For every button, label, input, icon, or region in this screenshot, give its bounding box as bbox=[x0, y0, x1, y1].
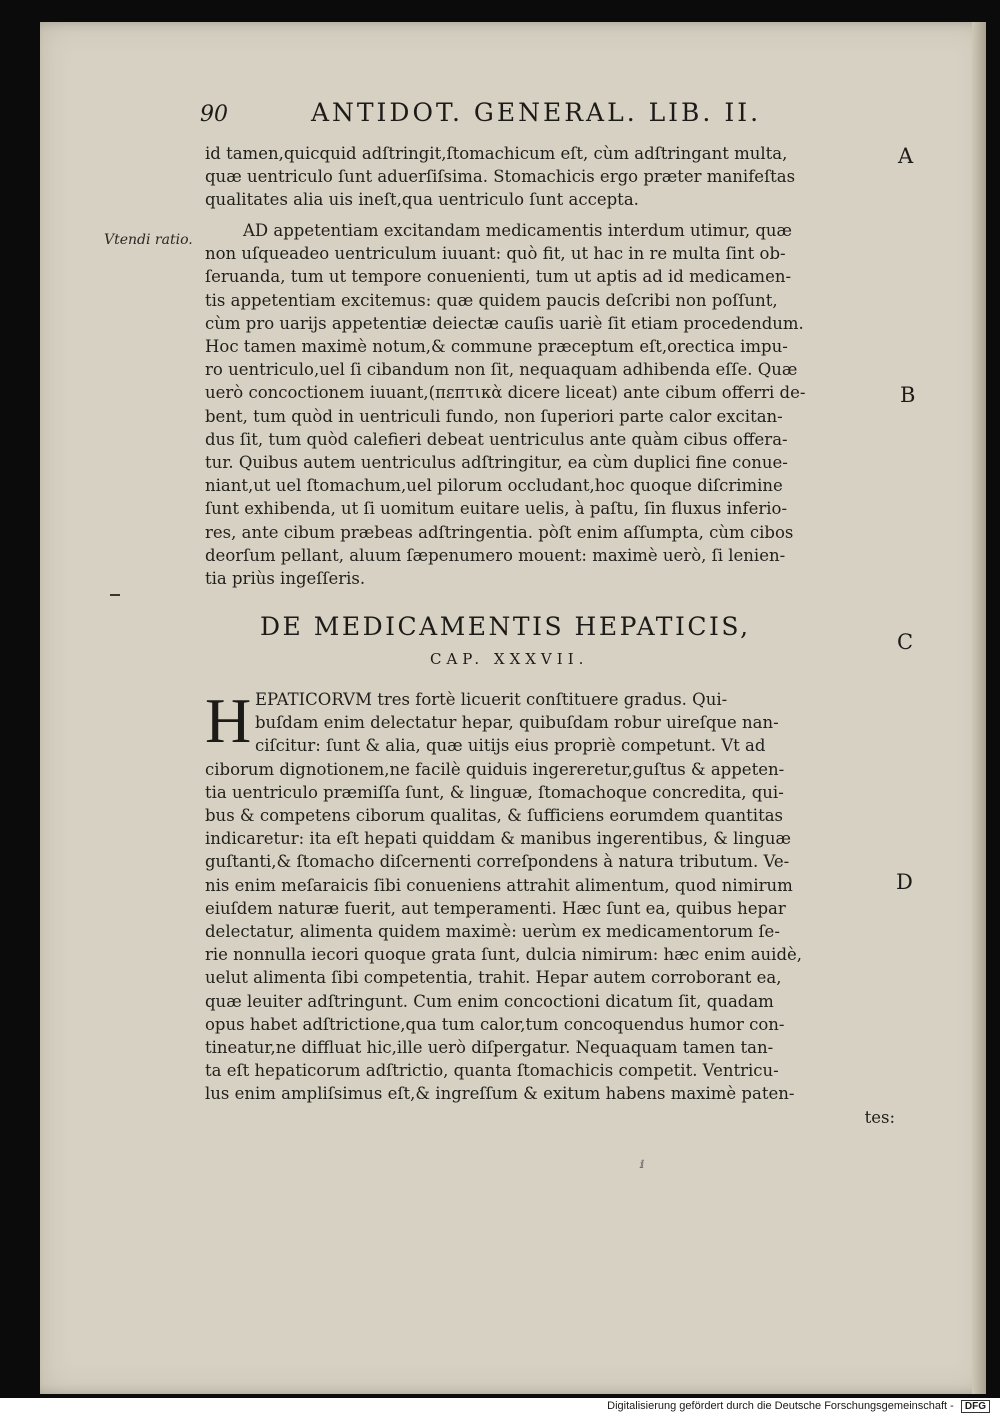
text-line: uerò concoctionem iuuant,(πεπτικὰ dicere liceat) ante cibum offerri de- bbox=[205, 383, 806, 403]
margin-mark bbox=[110, 594, 120, 596]
text-line: lus enim ampliſsimus eſt,& ingreſſum & exitum habens maximè paten- bbox=[205, 1084, 795, 1104]
dfg-logo: DFG bbox=[961, 1400, 990, 1413]
text-line: dus ſit, tum quòd calefieri debeat uentriculus ante quàm cibus offera- bbox=[205, 429, 788, 449]
text-line: rie nonnulla iecori quoque grata ſunt, dulcia nimirum: hæc enim auidè, bbox=[205, 945, 803, 965]
text-line: id tamen,quicquid adſtringit,ſtomachicum eſt, cùm adſtringant multa, bbox=[205, 144, 788, 163]
paragraph-hepatics bbox=[205, 685, 895, 1129]
text-line: buſdam enim delectatur hepar, quibuſdam robur uireſque nan- bbox=[255, 713, 779, 733]
text-line: Hoc tamen maximè notum,& commune præceptum eſt,orectica impu- bbox=[205, 337, 788, 357]
chapter-number: CAP. XXXVII. bbox=[430, 650, 589, 668]
footer-text: Digitalisierung gefördert durch die Deutsche Forschungsgemeinschaft - bbox=[607, 1400, 954, 1412]
text-line: ta eſt hepaticorum adſtrictio, quanta ſtomachicis competit. Ventricu- bbox=[205, 1061, 779, 1081]
paragraph-appetite bbox=[205, 219, 895, 590]
catchword: tes: bbox=[864, 1107, 895, 1127]
margin-letter-b: B bbox=[900, 383, 916, 407]
text-line: eiuſdem naturæ fuerit, aut temperamenti. Hæc ſunt ea, quibus hepar bbox=[205, 898, 786, 918]
margin-letter-c: C bbox=[897, 630, 914, 654]
text-line: ciſcitur: ſunt & alia, quæ uitijs eius propriè competunt. Vt ad bbox=[255, 736, 766, 756]
text-line: ro uentriculo,uel ſi cibandum non ſit, nequaquam adhibenda eſſe. Quæ bbox=[205, 360, 798, 380]
footer-credit bbox=[0, 1400, 990, 1413]
text-line: guſtanti,& ſtomacho diſcernenti correſpondens à natura tributum. Ve- bbox=[205, 852, 790, 872]
paragraph-opening bbox=[205, 142, 895, 212]
text-line: res, ante cibum præbeas adſtringentia. pòſt enim aſſumpta, cùm cibos bbox=[205, 522, 794, 542]
text-line: AD appetentiam excitandam medicamentis interdum utimur, quæ bbox=[243, 221, 793, 240]
text-line: tur. Quibus autem uentriculus adſtringitur, ea cùm duplici fine conue- bbox=[205, 453, 788, 473]
stray-mark: ⅈ bbox=[640, 1158, 645, 1171]
text-line: opus habet adſtrictione,qua tum calor,tum concoquendus humor con- bbox=[205, 1014, 785, 1034]
text-line: ſunt exhibenda, ut ſi uomitum euitare uelis, à paſtu, ſin fluxus inferio- bbox=[205, 499, 788, 519]
text-line: quæ leuiter adſtringunt. Cum enim concoctioni dicatum ſit, quadam bbox=[205, 991, 774, 1011]
running-title: ANTIDOT. GENERAL. LIB. II. bbox=[310, 98, 762, 127]
text-line: tineatur,ne diffluat hic,ille uerò diſpergatur. Nequaquam tamen tan- bbox=[205, 1038, 774, 1058]
drop-cap: H bbox=[205, 685, 252, 756]
text-line: indicaretur: ita eſt hepati quiddam & manibus ingerentibus, & linguæ bbox=[205, 829, 792, 849]
text-line: quæ uentriculo ſunt aduerſiſsima. Stomachicis ergo præter manifeſtas bbox=[205, 167, 796, 187]
folio-number: 90 bbox=[200, 102, 228, 127]
page-header bbox=[200, 98, 860, 127]
text-line: ſeruanda, tum ut tempore conuenienti, tum ut aptis ad id medicamen- bbox=[205, 267, 792, 287]
text-line: bent, tum quòd in uentriculi fundo, non ſuperiori parte calor excitan- bbox=[205, 406, 783, 426]
text-line: tia uentriculo præmiſſa ſunt, & linguæ, ſtomachoque concredita, qui- bbox=[205, 782, 784, 802]
text-line: qualitates alia uis ineſt,qua uentriculo ſunt accepta. bbox=[205, 190, 639, 210]
text-line: tia priùs ingeſſeris. bbox=[205, 569, 366, 589]
text-line: ciborum dignotionem,ne facilè quiduis ingereretur,guſtus & appeten- bbox=[205, 759, 785, 779]
text-line: delectatur, alimenta quidem maximè: uerùm ex medicamentorum ſe- bbox=[205, 922, 780, 942]
text-line: tis appetentiam excitemus: quæ quidem paucis deſcribi non poſſunt, bbox=[205, 290, 778, 310]
text-line: cùm pro uarijs appetentiæ deiectæ cauſis uariè ſit etiam procedendum. bbox=[205, 313, 804, 333]
chapter-heading: DE MEDICAMENTIS HEPATICIS, bbox=[260, 612, 751, 641]
text-line: nis enim meſaraicis ſibi conueniens attrahit alimentum, quod nimirum bbox=[205, 875, 793, 895]
text-line: deorſum pellant, aluum ſæpenumero mouent: maximè uerò, ſi lenien- bbox=[205, 545, 786, 565]
text-line: EPATICORVM tres fortè licuerit conſtituere gradus. Qui- bbox=[255, 690, 728, 709]
text-line: niant,ut uel ſtomachum,uel pilorum occludant,hoc quoque diſcrimine bbox=[205, 476, 783, 496]
margin-letter-a: A bbox=[898, 144, 914, 168]
text-line: non uſqueadeo uentriculum iuuant: quò fit, ut hac in re multa ſint ob- bbox=[205, 244, 786, 264]
page-edge-shadow bbox=[972, 22, 986, 1394]
text-line: bus & competens ciborum qualitas, & ſufficiens eorumdem quantitas bbox=[205, 806, 783, 826]
margin-letter-d: D bbox=[896, 870, 913, 894]
text-line: uelut alimenta ſibi competentia, trahit. Hepar autem corroborant ea, bbox=[205, 968, 782, 988]
margin-note: Vtendi ratio. bbox=[104, 232, 193, 248]
